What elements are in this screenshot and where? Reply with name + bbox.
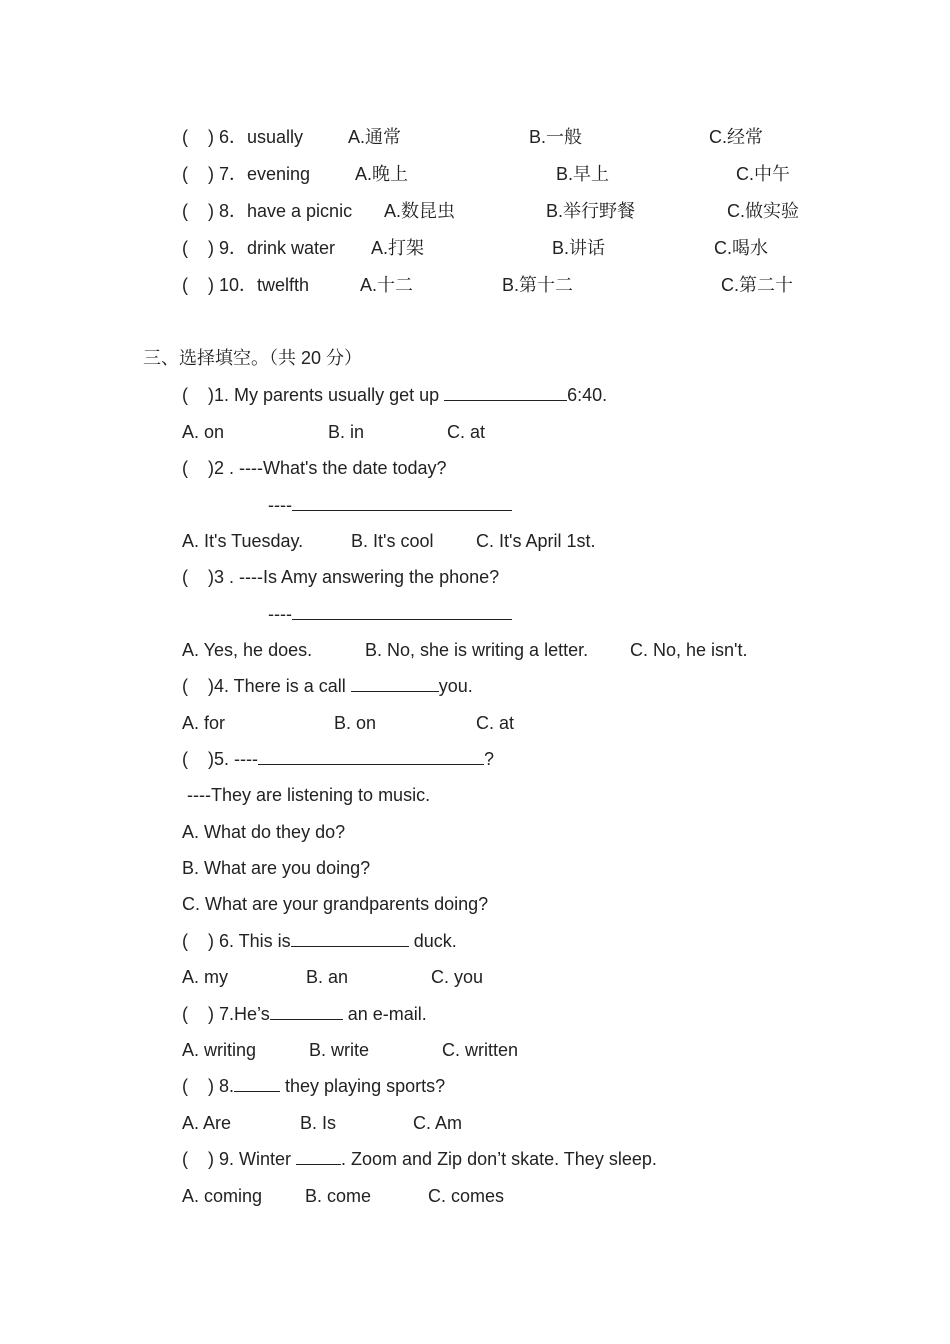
option-a: A.晚上 [355,164,409,184]
question-stem-end: they playing sports? [280,1076,446,1096]
option-a: A. Are [182,1113,232,1133]
option-b: B.一般 [529,127,583,147]
question-stem: ( ) 7.He’s [182,1004,270,1024]
question-9 [182,1148,657,1170]
option-a: A. for [182,713,226,733]
reply-line [268,494,512,516]
answer-blank [292,494,512,511]
question-stem-end: ? [483,749,494,769]
option-b: B.讲话 [552,238,606,258]
option-a: A.十二 [360,275,414,295]
option-c: C. at [476,713,515,733]
option-c: C.喝水 [714,238,768,258]
answer-blank [292,603,512,620]
option-c: C.第二十 [721,275,793,295]
question-stem: ( )5. ---- [182,749,258,769]
option-a: A. Yes, he does. [182,640,313,660]
question-stem: ( ) 8. [182,1076,235,1096]
reply-line: ----They are listening to music. [187,785,431,805]
answer-blank [351,675,439,692]
option-c: C. written [442,1040,519,1060]
answer-blank [291,930,409,947]
option-c: C. comes [428,1186,505,1206]
vocab-prefix: ( ) 6．usually [182,127,304,147]
question-4 [182,675,473,697]
option-c: C. Am [413,1113,463,1133]
option-c: C. What are your grandparents doing? [182,894,489,914]
question-stem: ( ) 6. This is [182,931,291,951]
question-8 [182,1075,445,1097]
option-c: C. at [447,422,486,442]
answer-blank [296,1148,341,1165]
reply-line [268,603,512,625]
option-b: B. It's cool [351,531,434,551]
answer-blank [258,748,484,765]
question-7 [182,1003,427,1025]
option-a: A. writing [182,1040,257,1060]
option-b: B. What are you doing? [182,858,371,878]
option-a: A. on [182,422,225,442]
option-c: C. It's April 1st. [476,531,596,551]
option-a: A.数昆虫 [384,201,456,221]
reply-dashes: ---- [268,495,292,515]
section-heading: 三、选择填空。（共 20 分） [143,348,363,368]
option-a: A.打架 [371,238,425,258]
option-a: A. my [182,967,229,987]
option-b: B. No, she is writing a letter. [365,640,589,660]
option-b: B. on [334,713,377,733]
question-1 [182,384,607,406]
option-b: B. come [305,1186,372,1206]
option-b: B.第十二 [502,275,574,295]
question-2: ( )2 . ----What's the date today? [182,458,447,478]
question-stem-end: 6:40. [567,385,608,405]
question-3: ( )3 . ----Is Amy answering the phone? [182,567,500,587]
option-b: B. write [309,1040,370,1060]
option-a: A. It's Tuesday. [182,531,304,551]
vocab-prefix: ( ) 7．evening [182,164,311,184]
vocab-prefix: ( ) 8．have a picnic [182,201,353,221]
option-c: C.中午 [736,164,790,184]
question-6 [182,930,457,952]
option-b: B.举行野餐 [546,201,636,221]
option-b: B. an [306,967,349,987]
answer-blank [270,1003,343,1020]
question-stem: ( ) 9. Winter [182,1149,297,1169]
question-stem-end: . Zoom and Zip don’t skate. They sleep. [341,1149,657,1169]
option-b: B. in [328,422,365,442]
answer-blank [444,384,567,401]
question-5 [182,748,494,770]
option-b: B.早上 [556,164,610,184]
option-c: C.做实验 [727,201,799,221]
vocab-prefix: ( ) 10．twelfth [182,275,310,295]
option-a: A. coming [182,1186,263,1206]
option-b: B. Is [300,1113,337,1133]
option-a: A.通常 [348,127,402,147]
question-stem: ( )4. There is a call [182,676,351,696]
option-c: C. No, he isn't. [630,640,748,660]
question-stem-end: an e-mail. [342,1004,427,1024]
question-stem: ( )1. My parents usually get up [182,385,445,405]
reply-dashes: ---- [268,604,292,624]
option-a: A. What do they do? [182,822,346,842]
question-stem-end: duck. [408,931,457,951]
answer-blank [234,1075,280,1092]
question-stem-end: you. [438,676,473,696]
option-c: C.经常 [709,127,763,147]
option-c: C. you [431,967,484,987]
vocab-prefix: ( ) 9．drink water [182,238,336,258]
